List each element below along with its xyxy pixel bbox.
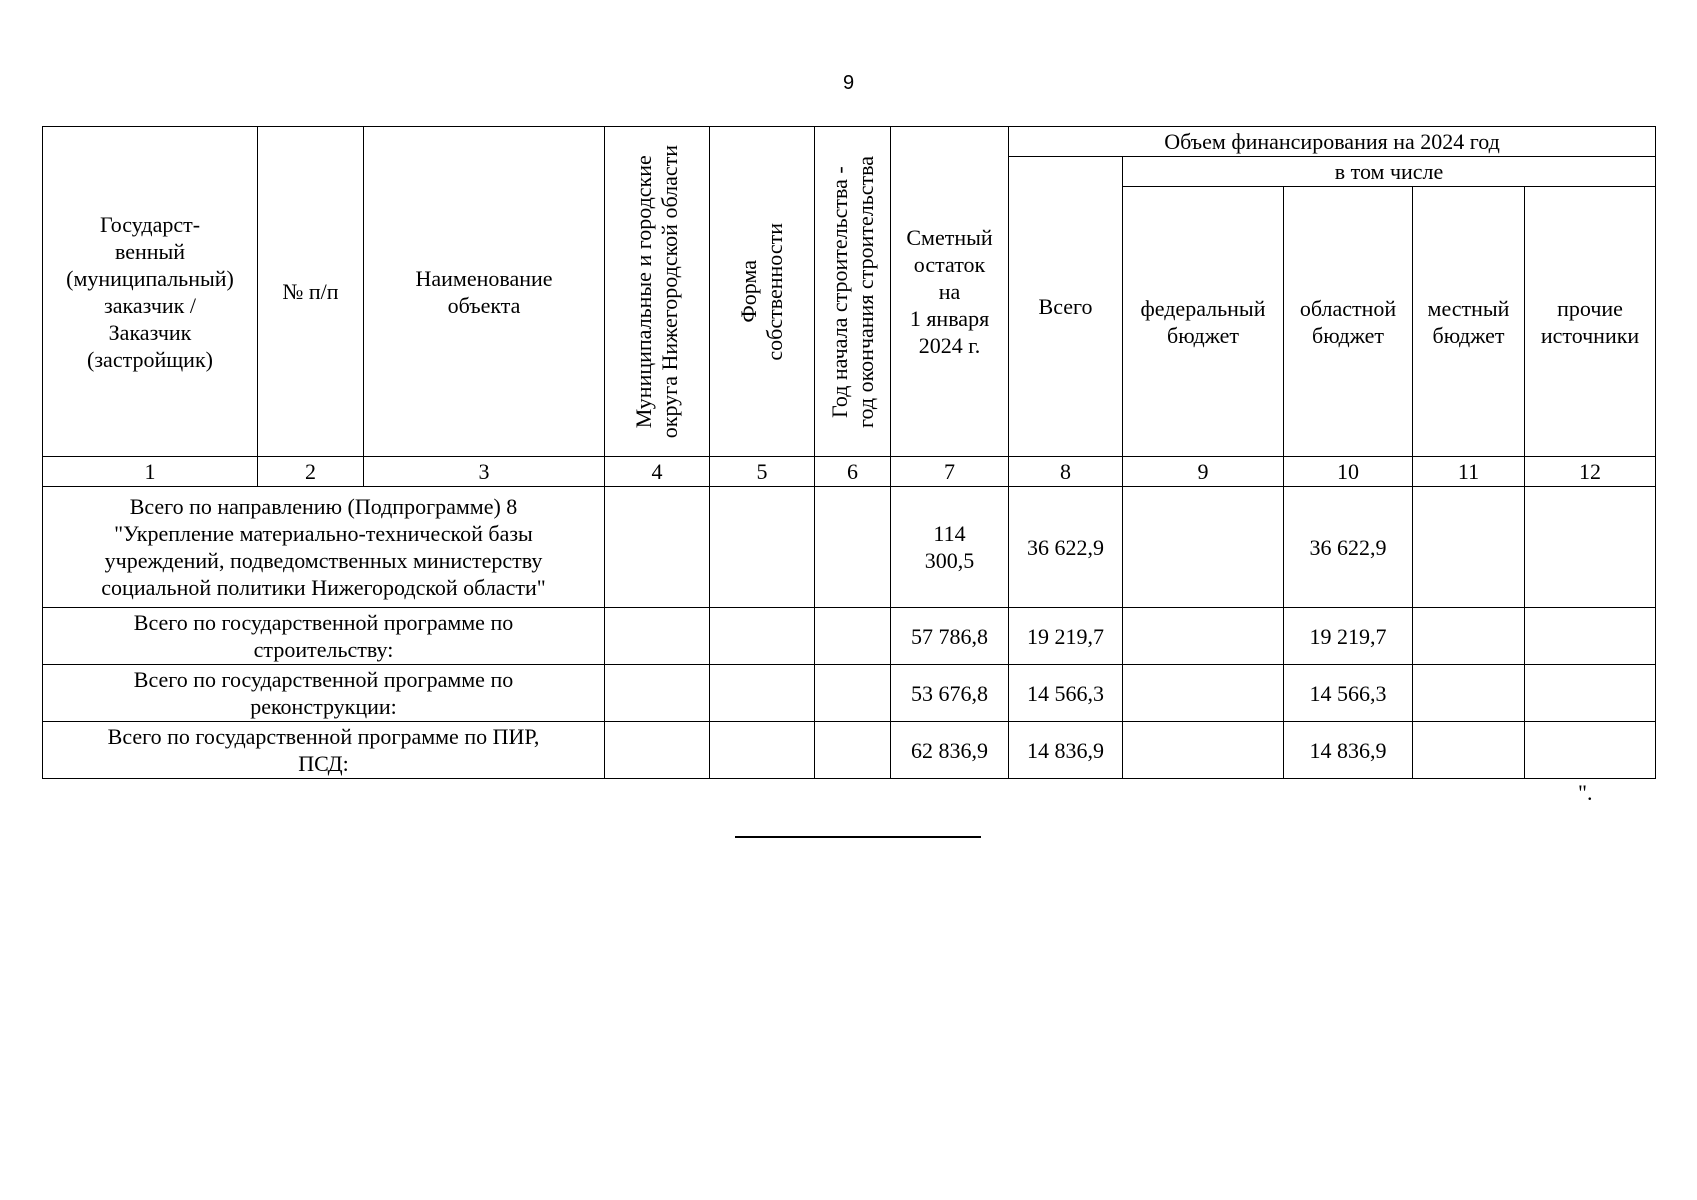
cell-estimate: 57 786,8 xyxy=(891,608,1009,665)
column-number: 1 xyxy=(43,457,258,487)
cell-local xyxy=(1413,487,1525,608)
header-other: прочие источники xyxy=(1525,187,1656,457)
row-label: Всего по государственной программе по реконструкции: xyxy=(43,665,605,722)
cell-local xyxy=(1413,722,1525,779)
cell-total: 19 219,7 xyxy=(1009,608,1123,665)
cell-years xyxy=(815,665,891,722)
table-row xyxy=(43,608,1656,665)
table-row xyxy=(43,722,1656,779)
header-local: местный бюджет xyxy=(1413,187,1525,457)
column-number: 6 xyxy=(815,457,891,487)
cell-ownership xyxy=(710,608,815,665)
cell-estimate: 53 676,8 xyxy=(891,665,1009,722)
cell-ownership xyxy=(710,665,815,722)
cell-other xyxy=(1525,487,1656,608)
table-row xyxy=(43,665,1656,722)
header-total: Всего xyxy=(1009,157,1123,457)
cell-years xyxy=(815,487,891,608)
column-number: 8 xyxy=(1009,457,1123,487)
column-number: 3 xyxy=(364,457,605,487)
cell-regional: 14 836,9 xyxy=(1284,722,1413,779)
funding-table xyxy=(42,126,1656,779)
cell-federal xyxy=(1123,665,1284,722)
header-object-name: Наименование объекта xyxy=(364,127,605,457)
cell-estimate: 114 300,5 xyxy=(891,487,1009,608)
cell-municipality xyxy=(605,487,710,608)
cell-ownership xyxy=(710,487,815,608)
column-number: 7 xyxy=(891,457,1009,487)
cell-municipality xyxy=(605,665,710,722)
header-years-text: Год начала строительства - год окончания строительства xyxy=(826,155,878,428)
column-number: 2 xyxy=(258,457,364,487)
column-number: 9 xyxy=(1123,457,1284,487)
header-ownership xyxy=(710,127,815,457)
separator-line xyxy=(735,836,981,838)
cell-other xyxy=(1525,722,1656,779)
cell-estimate: 62 836,9 xyxy=(891,722,1009,779)
row-label: Всего по государственной программе по ПИР, ПСД: xyxy=(43,722,605,779)
header-estimate: Сметный остаток на 1 января 2024 г. xyxy=(891,127,1009,457)
cell-total: 36 622,9 xyxy=(1009,487,1123,608)
table-row xyxy=(43,487,1656,608)
cell-years xyxy=(815,722,891,779)
cell-regional: 14 566,3 xyxy=(1284,665,1413,722)
column-number: 5 xyxy=(710,457,815,487)
header-years xyxy=(815,127,891,457)
column-number: 4 xyxy=(605,457,710,487)
cell-municipality xyxy=(605,608,710,665)
header-ownership-text: Форма собственности xyxy=(736,222,787,361)
cell-federal xyxy=(1123,487,1284,608)
column-number-row xyxy=(43,457,1656,487)
column-number: 11 xyxy=(1413,457,1525,487)
column-number: 10 xyxy=(1284,457,1413,487)
row-label: Всего по направлению (Подпрограмме) 8 "Укрепление материально-технической базы учреждений, подведомственных министерству социальной политики Нижегородской области" xyxy=(43,487,605,608)
header-num: № п/п xyxy=(258,127,364,457)
header-regional: областной бюджет xyxy=(1284,187,1413,457)
cell-other xyxy=(1525,608,1656,665)
cell-years xyxy=(815,608,891,665)
header-including: в том числе xyxy=(1123,157,1656,187)
cell-regional: 36 622,9 xyxy=(1284,487,1413,608)
cell-local xyxy=(1413,665,1525,722)
header-municipality-text: Муниципальные и городские округа Нижегородской области xyxy=(631,144,682,439)
header-funding-group: Объем финансирования на 2024 год xyxy=(1009,127,1656,157)
cell-federal xyxy=(1123,722,1284,779)
header-row-1 xyxy=(43,127,1656,157)
cell-total: 14 836,9 xyxy=(1009,722,1123,779)
cell-total: 14 566,3 xyxy=(1009,665,1123,722)
header-customer: Государст- венный (муниципальный) заказчик / Заказчик (застройщик) xyxy=(43,127,258,457)
cell-municipality xyxy=(605,722,710,779)
cell-federal xyxy=(1123,608,1284,665)
header-municipality xyxy=(605,127,710,457)
page-number: 9 xyxy=(842,72,855,94)
cell-ownership xyxy=(710,722,815,779)
row-label: Всего по государственной программе по строительству: xyxy=(43,608,605,665)
cell-regional: 19 219,7 xyxy=(1284,608,1413,665)
cell-other xyxy=(1525,665,1656,722)
closing-quote-mark: ". xyxy=(1578,780,1593,805)
cell-local xyxy=(1413,608,1525,665)
header-federal: федеральный бюджет xyxy=(1123,187,1284,457)
column-number: 12 xyxy=(1525,457,1656,487)
